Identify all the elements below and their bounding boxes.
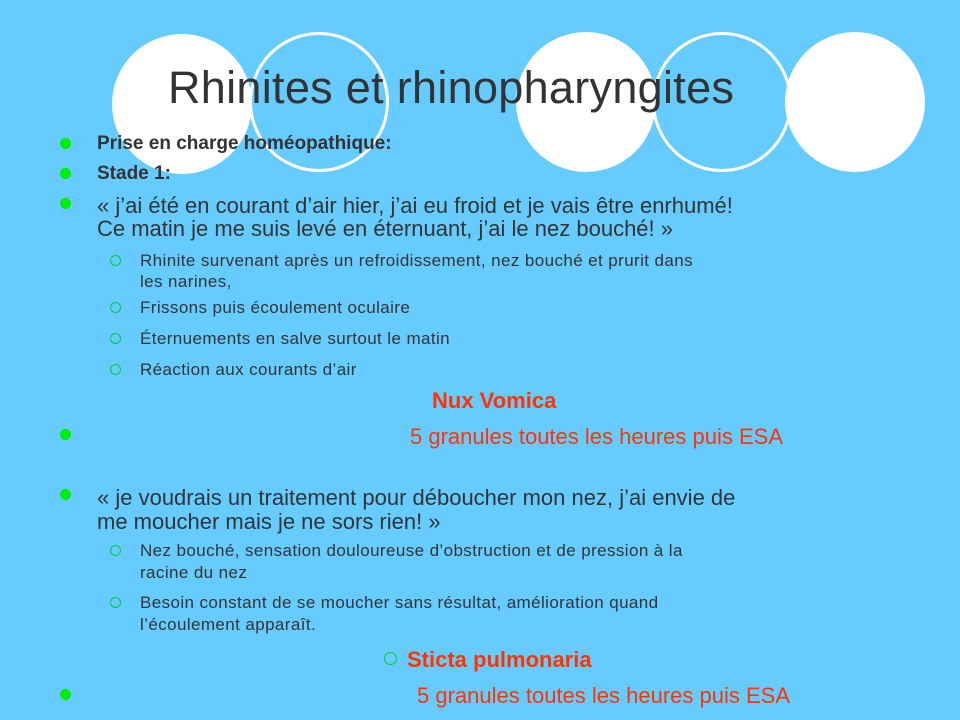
symptom-line: Réaction aux courants d’air bbox=[140, 360, 357, 379]
slide-title: Rhinites et rhinopharyngites bbox=[168, 62, 735, 113]
ring-bullet-icon bbox=[110, 545, 121, 556]
heading-stade-1: Stade 1: bbox=[97, 163, 171, 184]
symptom-line: Besoin constant de se moucher sans résultat, amélioration quand bbox=[140, 593, 659, 612]
case2-quote-line2: me moucher mais je ne sors rien! » bbox=[97, 509, 441, 534]
ring-bullet-icon bbox=[110, 364, 121, 375]
ring-bullet-icon bbox=[384, 652, 397, 665]
ring-bullet-icon bbox=[110, 333, 121, 344]
case1-quote-line2: Ce matin je me suis levé en éternuant, j’ai le nez bouché! » bbox=[97, 216, 673, 241]
symptom-line: Nez bouché, sensation douloureuse d’obstruction et de pression à la bbox=[140, 541, 683, 560]
case2-quote-line1: « je voudrais un traitement pour déboucher mon nez, j’ai envie de bbox=[97, 485, 736, 510]
bullet-icon bbox=[60, 689, 71, 700]
ring-bullet-icon bbox=[110, 255, 121, 266]
bullet-icon bbox=[60, 168, 71, 179]
remedy-dose: 5 granules toutes les heures puis ESA bbox=[417, 683, 791, 708]
heading-prise-en-charge: Prise en charge homéopathique: bbox=[97, 133, 392, 154]
ring-bullet-icon bbox=[110, 597, 121, 608]
white-circle-decoration bbox=[785, 32, 925, 172]
remedy-name: Nux Vomica bbox=[432, 388, 557, 413]
ring-bullet-icon bbox=[110, 302, 121, 313]
bullet-icon bbox=[60, 198, 71, 209]
symptom-line: les narines, bbox=[140, 272, 232, 291]
symptom-line: racine du nez bbox=[140, 563, 248, 582]
bullet-icon bbox=[60, 489, 71, 500]
symptom-line: Éternuements en salve surtout le matin bbox=[140, 329, 451, 348]
remedy-dose: 5 granules toutes les heures puis ESA bbox=[410, 424, 784, 449]
symptom-line: Rhinite survenant après un refroidissement, nez bouché et prurit dans bbox=[140, 251, 694, 270]
bullet-icon bbox=[60, 429, 71, 440]
bullet-icon bbox=[60, 138, 71, 149]
symptom-line: Frissons puis écoulement oculaire bbox=[140, 298, 411, 317]
symptom-line: l’écoulement apparaît. bbox=[140, 615, 317, 634]
case1-quote-line1: « j’ai été en courant d’air hier, j’ai eu froid et je vais être enrhumé! bbox=[97, 193, 733, 218]
remedy-name: Sticta pulmonaria bbox=[407, 647, 592, 672]
